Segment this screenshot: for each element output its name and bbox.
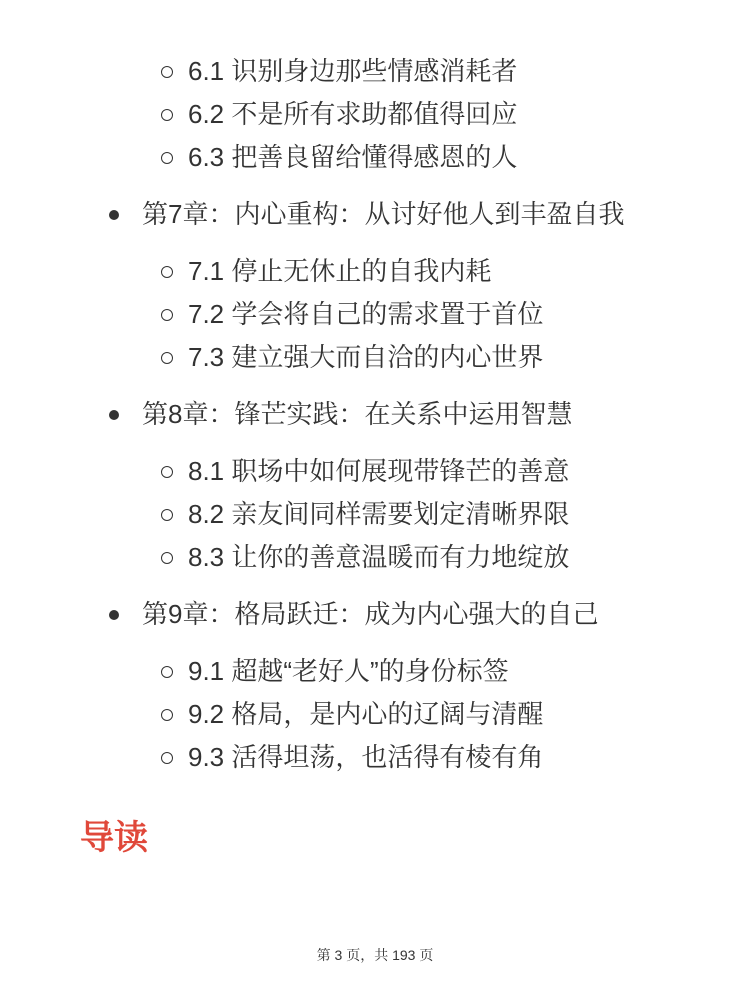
toc-subitem: [0, 736, 750, 779]
toc-subitem-label: 8.1 职场中如何展现带锋芒的善意: [188, 456, 570, 486]
toc-subitem-label: 7.3 建立强大而自洽的内心世界: [188, 342, 544, 372]
circle-bullet-icon: [161, 752, 173, 764]
toc-subitem-label: 9.2 格局，是内心的辽阔与清醒: [188, 699, 544, 729]
circle-bullet-icon: [161, 66, 173, 78]
toc-subitem: [0, 650, 750, 693]
toc-chapter-label: 第8章：锋芒实践：在关系中运用智慧: [142, 399, 573, 429]
circle-bullet-icon: [161, 666, 173, 678]
toc-subitem: [0, 250, 750, 293]
circle-bullet-icon: [161, 509, 173, 521]
toc-subitem-label: 6.3 把善良留给懂得感恩的人: [188, 142, 518, 172]
toc-chapter-item: [0, 193, 750, 236]
toc-chapter-label: 第7章：内心重构：从讨好他人到丰盈自我: [142, 199, 625, 229]
circle-bullet-icon: [161, 552, 173, 564]
toc-subitem-label: 9.3 活得坦荡，也活得有棱有角: [188, 742, 544, 772]
circle-bullet-icon: [161, 352, 173, 364]
toc-subitem-label: 6.1 识别身边那些情感消耗者: [188, 56, 518, 86]
page-footer: 第 3 页，共 193 页: [316, 947, 434, 963]
toc-chapter-item: [0, 393, 750, 436]
toc-subitem: [0, 50, 750, 93]
circle-bullet-icon: [161, 152, 173, 164]
toc-subitem: [0, 693, 750, 736]
disc-bullet-icon: [109, 610, 119, 620]
toc-subitem: [0, 136, 750, 179]
toc-subitem-label: 8.3 让你的善意温暖而有力地绽放: [188, 542, 570, 572]
toc-subitem: [0, 450, 750, 493]
toc-subitem: [0, 536, 750, 579]
disc-bullet-icon: [109, 210, 119, 220]
toc-chapter-item: [0, 593, 750, 636]
table-of-contents: [0, 50, 750, 779]
circle-bullet-icon: [161, 709, 173, 721]
circle-bullet-icon: [161, 466, 173, 478]
toc-subitem-label: 7.1 停止无休止的自我内耗: [188, 256, 492, 286]
toc-subitem-label: 7.2 学会将自己的需求置于首位: [188, 299, 544, 329]
toc-subitem: [0, 493, 750, 536]
circle-bullet-icon: [161, 266, 173, 278]
toc-subitem: [0, 336, 750, 379]
circle-bullet-icon: [161, 109, 173, 121]
circle-bullet-icon: [161, 309, 173, 321]
toc-subitem: [0, 293, 750, 336]
toc-subitem-label: 9.1 超越“老好人”的身份标签: [188, 656, 509, 686]
toc-subitem-label: 8.2 亲友间同样需要划定清晰界限: [188, 499, 570, 529]
toc-chapter-label: 第9章：格局跃迁：成为内心强大的自己: [142, 599, 599, 629]
toc-subitem-label: 6.2 不是所有求助都值得回应: [188, 99, 518, 129]
disc-bullet-icon: [109, 410, 119, 420]
toc-subitem: [0, 93, 750, 136]
section-heading: 导读: [80, 819, 148, 857]
